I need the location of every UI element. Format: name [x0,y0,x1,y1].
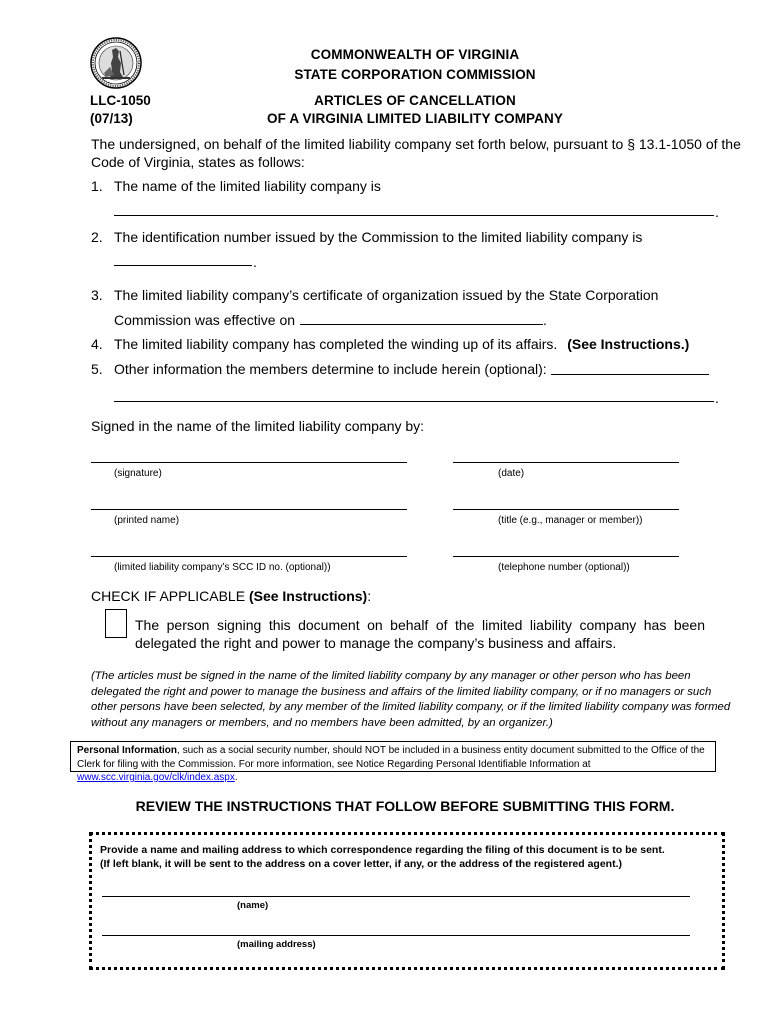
printed-name-field[interactable] [91,509,407,510]
virginia-seal-icon [90,37,142,89]
telephone-field[interactable] [453,556,679,557]
form-number: LLC-1050 [90,93,151,108]
signed-heading: Signed in the name of the limited liability company by: [91,418,425,434]
check-label: CHECK IF APPLICABLE [91,588,246,604]
item-1-period: . [715,204,719,220]
intro-line1: The undersigned, on behalf of the limited liability company set forth below, pursuant to § 13.1-1050 of the [91,136,741,152]
item-4-number: 4. [91,336,103,352]
check-see-instructions: (See Instructions) [248,588,368,604]
scc-id-caption: (limited liability company’s SCC ID no. (optional)) [114,562,331,573]
date-caption: (date) [498,468,525,479]
header-commonwealth: COMMONWEALTH OF VIRGINIA [310,47,520,62]
item-3-period: . [543,312,547,328]
effective-date-field[interactable] [300,324,543,325]
signing-note: (The articles must be signed in the name of the limited liability company by any manager or other person who has been delegated the right and power to manage the business and affairs of the limited liability company, or if no managers or such other persons have been selected, by any member of the limited liability company, or if the limited liability company was formed without any managers or members, and no members have been admitted, by an organizer.) [91,670,731,729]
mailing-instructions [100,843,720,871]
personal-information-notice [70,741,716,783]
header-commission: STATE CORPORATION COMMISSION [294,67,536,82]
check-colon: : [367,588,372,604]
llc-name-field[interactable] [114,215,714,216]
personal-information-end: . [234,772,238,783]
title-caption: (title (e.g., manager or member)) [498,515,643,526]
delegated-authority-checkbox[interactable] [105,609,127,638]
personal-information-text: , such as a social security number, should NOT be included in a business entity document submitted to the Office of the Clerk for filing with the Commission. For more information, see Notice Regarding Personal Identifiable Information at [77,745,705,770]
signature-caption: (signature) [114,468,162,479]
item-4-see-instructions: (See Instructions.) [567,336,690,352]
item-3-text-line1: The limited liability company’s certificate of organization issued by the State Corporation [114,287,659,303]
item-5-period: . [715,390,719,406]
item-5-number: 5. [91,361,103,377]
mailing-name-field[interactable] [102,896,690,897]
item-2-text: The identification number issued by the Commission to the limited liability company is [114,229,643,245]
check-if-applicable [91,587,371,605]
item-1-text: The name of the limited liability company is [114,178,381,194]
printed-name-caption: (printed name) [114,515,180,526]
item-5-text: Other information the members determine to include herein (optional): [114,361,547,377]
signature-field[interactable] [91,462,407,463]
form-date: (07/13) [90,111,133,126]
mailing-instructions-line1: Provide a name and mailing address to which correspondence regarding the filing of this document is to be sent. [100,844,665,856]
review-instructions-heading: REVIEW THE INSTRUCTIONS THAT FOLLOW BEFORE SUBMITTING THIS FORM. [135,798,675,814]
date-field[interactable] [453,462,679,463]
form-title-line1: ARTICLES OF CANCELLATION [314,93,516,108]
scc-id-field[interactable] [91,556,407,557]
scc-clerk-link[interactable]: www.scc.virginia.gov/clk/index.aspx [77,772,235,783]
personal-information-label: Personal Information [77,745,178,756]
identification-number-field[interactable] [114,265,252,266]
intro-line2: Code of Virginia, states as follows: [91,154,305,170]
mailing-instructions-line2: (If left blank, it will be sent to the address on a cover letter, if any, or the address of the registered agent.) [100,858,623,870]
mailing-address-caption: (mailing address) [237,939,316,950]
check-text-line2: delegated the right and power to manage the company’s business and affairs. [135,635,617,651]
item-2-period: . [253,254,257,270]
other-information-field-1[interactable] [551,374,709,375]
check-text-line1: The person signing this document on behalf of the limited liability company has been [135,617,705,633]
form-title-line2: OF A VIRGINIA LIMITED LIABILITY COMPANY [267,111,563,126]
item-3-text-line2: Commission was effective on [114,312,296,328]
telephone-caption: (telephone number (optional)) [498,562,630,573]
item-2-number: 2. [91,229,103,245]
mailing-name-caption: (name) [237,900,269,911]
item-1-number: 1. [91,178,103,194]
other-information-field-2[interactable] [114,401,714,402]
item-4-text-main: The limited liability company has completed the winding up of its affairs. [114,336,558,352]
title-field[interactable] [453,509,679,510]
item-3-number: 3. [91,287,103,303]
mailing-address-field[interactable] [102,935,690,936]
item-4-text [114,335,689,353]
